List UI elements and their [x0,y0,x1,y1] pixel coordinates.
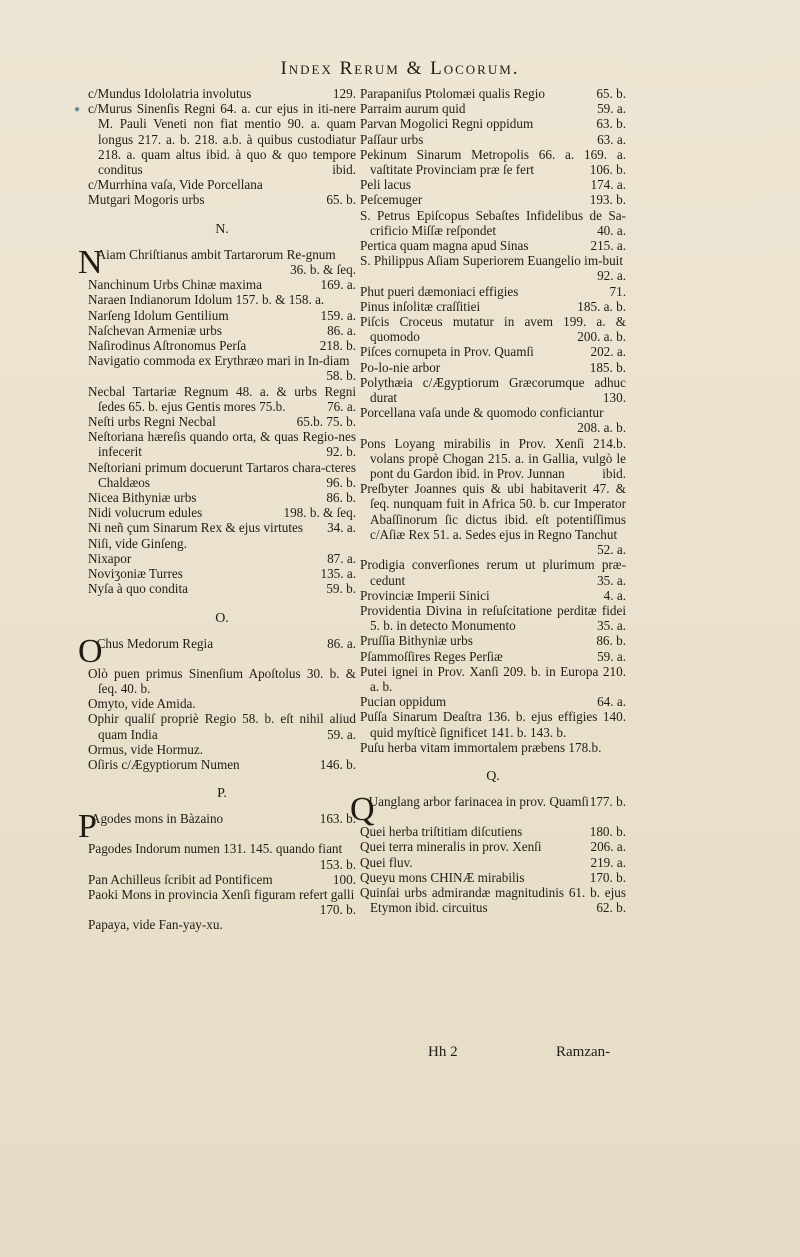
index-entry [88,86,356,101]
entry-page-ref: 206. a. [590,839,626,855]
entry-page-ref: 130. [602,390,626,406]
index-entry [360,481,626,557]
entry-text: Nyſa à quo condita [88,581,188,597]
entry-page-ref: 76. a. [327,398,356,414]
entry-page-ref: 40. a. [597,222,626,238]
entry-text: Providentia Divina in reſuſcitatione perditæ fidei 5. b. in detecto Monumento [360,602,626,634]
entry-text: Parvan Mogolici Regni oppidum [360,116,534,132]
entry-page-ref: 92. b. [326,444,356,460]
entry-text: Nanchinum Urbs Chinæ maxima [88,277,262,293]
index-entry [360,603,626,633]
index-entry [88,353,356,383]
entry-page-ref: ibid. [332,162,356,178]
entry-text: Uanglang arbor farinacea in prov. Quamſi [368,794,589,810]
section-letter: P. [217,786,227,802]
index-entry [360,192,626,207]
index-entry [360,839,626,854]
index-entry [360,436,626,482]
entry-text: Piſces cornupeta in Prov. Quamſi [360,344,534,360]
entry-text: Pſammoſſires Reges Perſiæ [360,648,503,664]
index-entry [78,243,356,281]
entry-page-ref: 218. b. [319,338,356,354]
index-entry [88,566,356,581]
entry-page-ref: 36. b. & ſeq. [290,262,356,278]
entry-page-ref: 177. b. [589,794,626,810]
index-entry [88,536,356,551]
entry-text: Puſſa Sinarum Deaſtra 136. b. ejus effigies 140. quid myſticè ſignificet 141. b. 143. b. [360,709,626,740]
entry-page-ref: 64. a. [597,694,626,710]
entry-page-ref: 71. [609,283,626,299]
section-letter: Q. [486,768,500,784]
entry-page-ref: 198. b. & ſeq. [283,505,356,521]
index-entry [88,917,356,932]
entry-page-ref: 159. a. [320,307,356,323]
entry-text: Po-lo-nie arbor [360,359,441,375]
index-entry [360,299,626,314]
index-entry [360,588,626,603]
entry-text: Nicea Bithyniæ urbs [88,490,197,506]
entry-text: Ni neñ çum Sinarum Rex & ejus virtutes [88,520,303,536]
entry-page-ref: 170. b. [319,902,356,918]
entry-page-ref: ibid. [602,466,626,482]
entry-page-ref: 34. a. [327,520,356,536]
entry-page-ref: 65. b. [596,86,626,101]
index-entry [360,116,626,131]
entry-page-ref: 65.b. 75. b. [296,414,356,430]
entry-text: Pinus inſolitæ craſſitiei [360,298,481,314]
index-entry [360,360,626,375]
entry-text: Putei ignei in Prov. Xanſi 209. b. in Europa 210. a. b. [360,663,626,694]
index-entry [360,405,626,435]
entry-text: Naſirodinus Aſtronomus Perſa [88,338,247,354]
entry-page-ref: 59. a. [597,648,626,664]
entry-text: Noviʒoniæ Turres [88,566,183,582]
entry-page-ref: 174. a. [590,177,626,193]
index-entry [88,460,356,490]
index-entry [360,375,626,405]
entry-text: Quei herba triſtitiam diſcutiens [360,824,523,840]
entry-text: Pekinum Sinarum Metropolis 66. a. 169. a. vaſtitate Provinciam præ ſe fert [360,146,626,178]
entry-text: Preſbyter Joannes quis & ubi habitaverit 47. & ſeq. nunquam fuit in Africa 50. b. cur Imperator Abaſſinorum ſic dictus ibid. eſt potentiſſimus c/Aſiæ Rex 51. a. Sedes ejus in Regno Tanchut [360,481,626,542]
index-entry [88,742,356,757]
entry-text: Parapaniſus Ptolomæi qualis Regio [360,86,545,101]
index-entry [88,581,356,596]
entry-text: Peli lacus [360,177,411,193]
index-entry [350,791,626,829]
index-entry [360,238,626,253]
entry-page-ref: 62. b. [596,900,626,916]
entry-text: Necbal Tartariæ Regnum 48. a. & urbs Regni ſedes 65. b. ejus Gentis mores 75.b. [88,383,356,414]
entry-page-ref: 59. a. [327,726,356,742]
entry-page-ref: 202. a. [590,344,626,360]
entry-text: Pertica quam magna apud Sinas [360,238,529,254]
entry-text: Pons Loyang mirabilis in Prov. Xenſi 214.b. volans propè Chogan 215. a. in Gallia, vulgò le pont du Gardon ibid. in Prov. Junnan [360,435,626,482]
entry-text: Nidi volucrum edules [88,505,203,521]
index-entry [88,757,356,772]
entry-text: c/Mundus Idololatria involutus [88,86,252,101]
entry-text: Quei fluv. [360,854,413,870]
entry-page-ref: 185. a. b. [577,298,626,314]
entry-text: Chus Medorum Regia [96,635,214,651]
entry-page-ref: 86. a. [327,322,356,338]
index-entry [360,147,626,177]
catchword: Ramzan- [556,1044,611,1060]
index-entry [360,664,626,694]
signature-mark: Hh 2 [428,1044,458,1060]
index-entry [360,694,626,709]
index-entry [88,192,356,207]
entry-text: Nixapor [88,550,132,566]
index-entry [360,314,626,344]
index-entry [88,551,356,566]
entry-text: Puſu herba vitam immortalem præbens 178.b. [360,739,602,755]
entry-page-ref: 170. b. [589,869,626,885]
index-entry [88,520,356,535]
margin-dot-icon: ● [74,104,81,115]
left-column [78,86,356,933]
index-entry [88,292,356,307]
index-entry [360,253,626,283]
entry-page-ref: 92. a. [597,268,626,284]
index-entry [88,666,356,696]
index-entry [88,490,356,505]
entry-page-ref: 100. [332,871,356,887]
index-entry [360,824,626,839]
entry-text: Neſtoriani primum docuerunt Tartaros chara-cteres Chaldæos [88,459,356,490]
index-entry [88,338,356,353]
entry-text: Naſchevan Armeniæ urbs [88,322,223,338]
entry-text: Mutgari Mogoris urbs [88,192,205,208]
section-letter: O. [215,610,229,626]
entry-text: Paoki Mons in provincia Xenſi figuram refert galli [88,886,355,902]
index-entry [88,277,356,292]
entry-text: Ophir qualiſ propriè Regio 58. b. eſt nihil aliud quam India [88,711,356,742]
entry-text: Neſti urbs Regni Necbal [88,414,216,430]
entry-text: Pruſſia Bithyniæ urbs [360,633,473,649]
entry-text: Peſcemuger [360,192,423,208]
entry-text: Ormus, vide Hormuz. [88,741,204,757]
entry-text: S. Philippus Aſiam Superiorem Euangelio im-buit [360,253,624,269]
index-entry [360,101,626,116]
index-entry [360,557,626,587]
section-letter: N. [215,221,229,237]
entry-page-ref: 63. a. [597,131,626,147]
index-entry [88,872,356,887]
index-entry [360,885,626,915]
entry-page-ref: 163. b. [319,811,356,827]
entry-text: c/Murrhina vaſa, Vide Porcellana [88,177,263,193]
entry-page-ref: 200. a. b. [577,329,626,345]
index-entry [88,696,356,711]
entry-text: Pan Achilleus ſcribit ad Pontificem [88,871,273,887]
entry-page-ref: 35. a. [597,618,626,634]
index-entry [88,887,356,917]
index-entry [78,808,356,846]
drop-cap: P [78,808,97,846]
entry-text: Naraen Indianorum Idolum 157. b. & 158. a. [88,292,325,308]
entry-page-ref: 4. a. [603,587,626,603]
entry-text: Phut pueri dæmoniaci effigies [360,283,519,299]
entry-text: Papaya, vide Fan-yay-xu. [88,917,223,933]
entry-text: S. Petrus Epiſcopus Sebaſtes Infidelibus de Sa-crificio Miſſæ reſpondet [360,207,626,238]
entry-text: Aiam Chriſtianus ambit Tartarorum Re-gnum [96,246,336,262]
entry-text: Pagodes Indorum numen 131. 145. quando fiant [88,841,343,857]
entry-page-ref: 59. b. [326,581,356,597]
entry-text: Neſtoriana hæreſis quando orta, & quas Regio-nes infecerit [88,429,356,460]
entry-text: Omyto, vide Amida. [88,696,196,712]
entry-text: Paſſaur urbs [360,131,424,147]
entry-page-ref: 59. a. [597,101,626,117]
entry-text: Quinſai urbs admirandæ magnitudinis 61. b. ejus Etymon ibid. circuitus [360,884,626,916]
right-column [350,86,626,916]
entry-page-ref: 86. b. [596,633,626,649]
drop-cap: O [78,632,103,670]
index-entry [360,86,626,101]
entry-page-ref: 96. b. [326,474,356,490]
page-title: Index Rerum & Locorum. [280,58,520,79]
entry-page-ref: 35. a. [597,572,626,588]
entry-page-ref: 169. a. [320,277,356,293]
index-entry [88,505,356,520]
index-entry [360,649,626,664]
index-entry [360,855,626,870]
entry-page-ref: 87. a. [327,550,356,566]
index-entry [88,323,356,338]
index-entry [360,132,626,147]
entry-page-ref: 215. a. [590,238,626,254]
index-entry [360,344,626,359]
index-entry [88,177,356,192]
index-entry [88,101,356,177]
entry-text: Porcellana vaſa unde & quomodo conficiantur [360,405,604,421]
index-entry [88,308,356,323]
drop-cap: N [78,243,103,281]
entry-page-ref: 86. b. [326,490,356,506]
index-entry [88,384,356,414]
entry-text: Piſcis Croceus mutatur in avem 199. a. & quomodo [360,314,626,345]
entry-text: Provinciæ Imperii Sinici [360,587,490,603]
index-entry [88,711,356,741]
entry-page-ref: 153. b. [319,856,356,872]
index-entry [360,633,626,648]
entry-text: Oſiris c/Ægyptiorum Numen [88,756,240,772]
entry-text: Olò puen primus Sinenſium Apoſtolus 30. b. & ſeq. 40. b. [88,665,356,696]
entry-text: Queyu mons CHINÆ mirabilis [360,869,525,885]
entry-text: Navigatio commoda ex Erythræo mari in In-diam [88,353,350,369]
entry-page-ref: 135. a. [320,566,356,582]
entry-page-ref: 65. b. [326,192,356,208]
index-entry [360,284,626,299]
entry-page-ref: 86. a. [327,635,356,651]
index-entry [360,709,626,739]
index-entry [360,208,626,238]
entry-page-ref: 129. [332,86,356,101]
drop-cap: Q [350,791,375,829]
entry-page-ref: 58. b. [326,368,356,384]
index-entry [360,740,626,755]
entry-page-ref: 208. a. b. [577,420,626,436]
index-entry [78,632,356,670]
entry-text: Quei terra mineralis in prov. Xenſi [360,839,542,855]
entry-page-ref: 63. b. [596,116,626,132]
entry-text: Polythæia c/Ægyptiorum Græcorumque adhuc durat [360,374,626,406]
index-entry [360,870,626,885]
entry-text: Parraim aurum quid [360,101,466,117]
entry-text: Pucian oppidum [360,694,447,710]
entry-page-ref: 146. b. [319,756,356,772]
entry-text: c/Murus Sinenſis Regni 64. a. cur ejus in iti-nere M. Pauli Veneti non fiat mentio 90. a. quam longus 217. a. b. 218. a.b. à quibus custodiatur 218. a. quam altus ibid. à quo & quo tempore conditus [88,101,356,178]
entry-text: Agodes mons in Bàzaino [90,811,224,827]
entry-page-ref: 52. a. [597,542,626,558]
entry-text: Niſi, vide Ginſeng. [88,535,187,551]
entry-page-ref: 180. b. [589,824,626,840]
index-entry [88,414,356,429]
entry-text: Prodigia converſiones rerum ut plurimum præ-cedunt [360,557,626,588]
index-entry [88,429,356,459]
entry-page-ref: 185. b. [589,359,626,375]
index-entry [360,177,626,192]
entry-page-ref: 219. a. [590,854,626,870]
entry-page-ref: 106. b. [589,162,626,178]
entry-page-ref: 193. b. [589,192,626,208]
entry-text: Narſeng Idolum Gentilium [88,307,229,323]
index-entry [88,841,356,871]
